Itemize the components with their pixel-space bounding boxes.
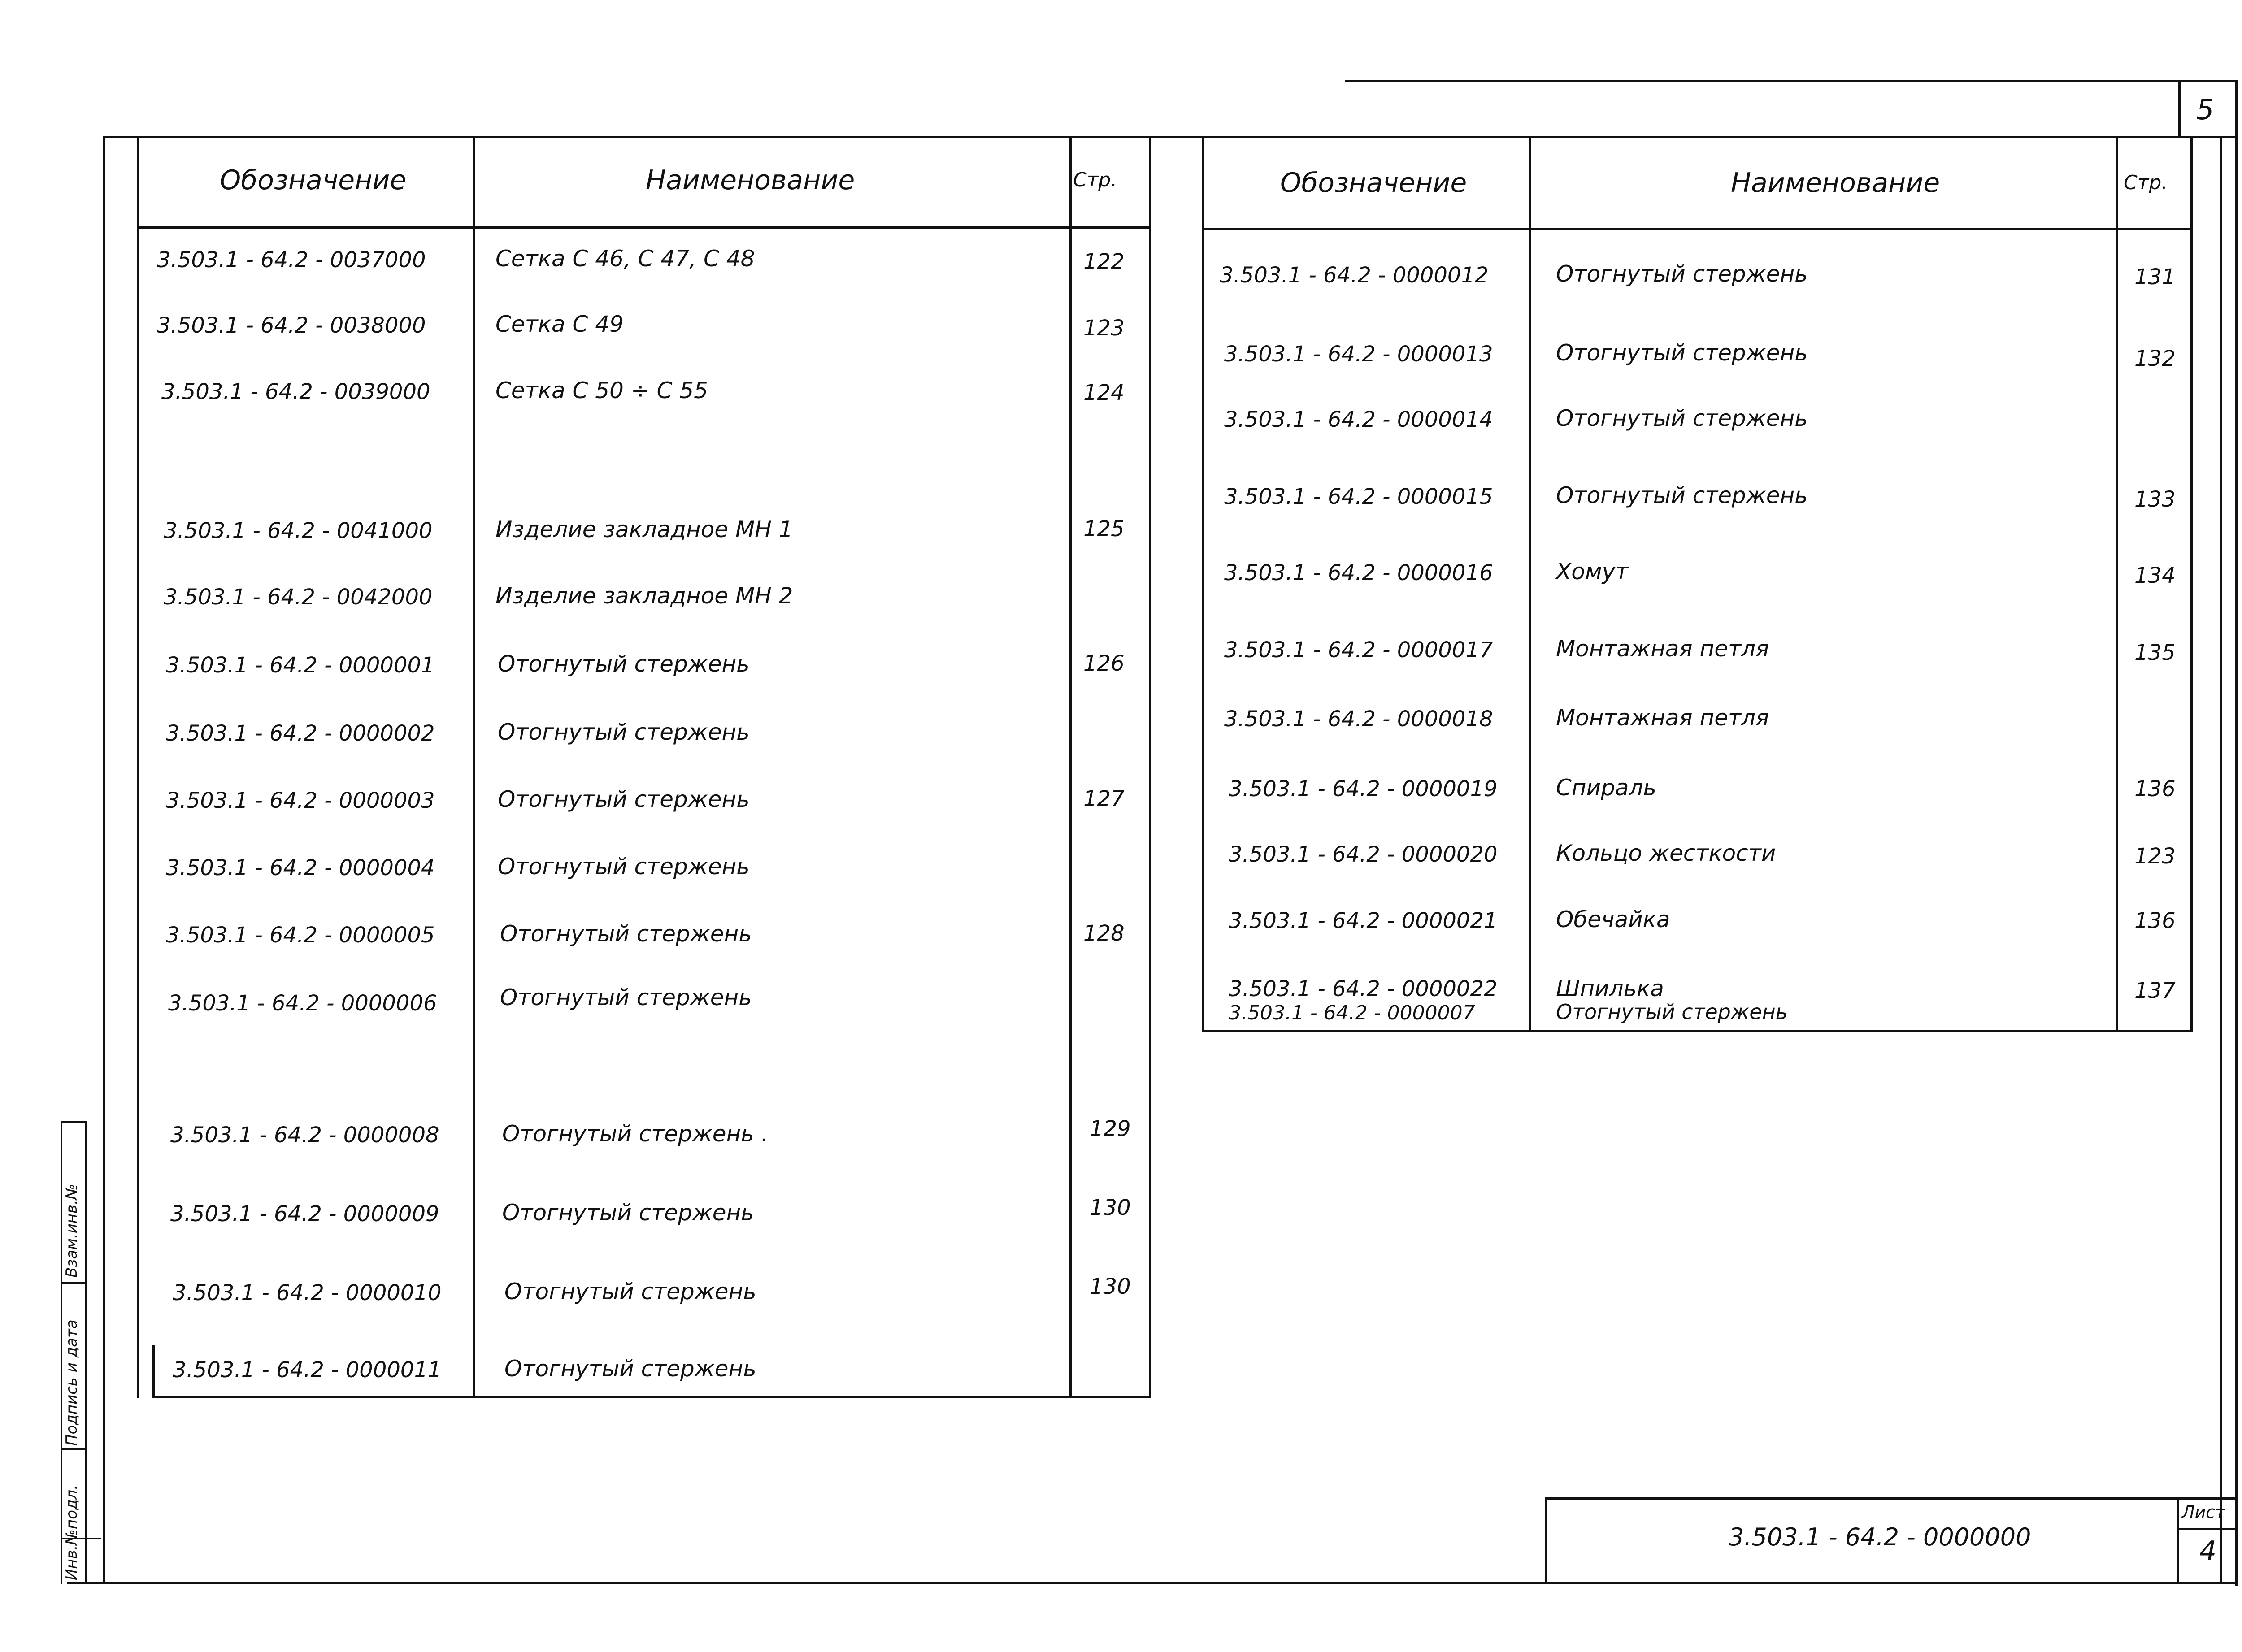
stamp-inv-orig: Инв.№подл. xyxy=(63,1485,81,1580)
right-row-5-code: 3.503.1 - 64.2 - 0000016 xyxy=(1224,560,1493,585)
right-header-name: Наименование xyxy=(1731,167,1940,199)
top-sheet-number: 5 xyxy=(2196,93,2214,126)
left-table-bottom xyxy=(152,1396,1150,1398)
title-block-sheet-label-line xyxy=(2177,1528,2238,1530)
left-header-name: Наименование xyxy=(646,165,855,196)
right-row-7-code: 3.503.1 - 64.2 - 0000018 xyxy=(1224,707,1493,732)
title-block-left xyxy=(1545,1497,1547,1583)
right-table-col-div-2 xyxy=(2116,136,2118,1032)
left-row-14-page: 130 xyxy=(1090,1274,1131,1299)
left-row-11-code: 3.503.1 - 64.2 - 0000006 xyxy=(168,991,437,1016)
title-block-sheet-label: Лист xyxy=(2182,1502,2225,1522)
right-row-3-code: 3.503.1 - 64.2 - 0000014 xyxy=(1224,407,1493,432)
left-table-header-bottom xyxy=(137,226,1150,229)
left-row-9-code: 3.503.1 - 64.2 - 0000004 xyxy=(166,855,435,880)
left-row-8-code: 3.503.1 - 64.2 - 0000003 xyxy=(166,788,435,813)
left-row-11-name: Отогнутый стержень xyxy=(500,984,752,1010)
left-row-15-name: Отогнутый стержень xyxy=(504,1356,756,1382)
right-row-11-name: Шпилька xyxy=(1556,976,1664,1002)
left-row-14-name: Отогнутый стержень xyxy=(504,1279,756,1305)
right-row-6-name: Монтажная петля xyxy=(1556,636,1769,662)
left-row-8-page: 127 xyxy=(1083,786,1125,811)
right-row-11-code: 3.503.1 - 64.2 - 0000022 xyxy=(1229,976,1498,1002)
right-row-2-page: 132 xyxy=(2134,346,2176,371)
right-row-5-page: 134 xyxy=(2134,563,2176,588)
right-row-6-page: 135 xyxy=(2134,640,2176,665)
frame-right-inner xyxy=(2220,136,2222,1584)
right-row-4-code: 3.503.1 - 64.2 - 0000015 xyxy=(1224,484,1493,509)
left-row-9-name: Отогнутый стержень xyxy=(498,854,750,880)
left-row-12-page: 129 xyxy=(1090,1116,1131,1141)
left-header-designation: Обозначение xyxy=(220,165,407,196)
right-row-8-code: 3.503.1 - 64.2 - 0000019 xyxy=(1229,776,1498,802)
left-row-12-name: Отогнутый стержень . xyxy=(502,1121,769,1147)
stamp-replaces-inv: Взам.инв.№ xyxy=(63,1184,81,1278)
left-row-3-name: Сетка С 50 ÷ С 55 xyxy=(495,377,708,403)
left-header-page: Стр. xyxy=(1073,169,1117,191)
stamp-signature-date: Подпись и дата xyxy=(63,1319,81,1446)
right-row-12-code: 3.503.1 - 64.2 - 0000007 xyxy=(1229,1002,1475,1024)
frame-bottom xyxy=(67,1582,2238,1584)
frame-left xyxy=(103,136,105,1584)
title-block-sheet-div xyxy=(2177,1497,2179,1583)
left-row-13-code: 3.503.1 - 64.2 - 0000009 xyxy=(170,1201,439,1227)
stamp-col-mid xyxy=(85,1121,87,1584)
right-row-1-code: 3.503.1 - 64.2 - 0000012 xyxy=(1220,263,1489,288)
left-row-13-page: 130 xyxy=(1090,1195,1131,1220)
right-row-2-code: 3.503.1 - 64.2 - 0000013 xyxy=(1224,342,1493,367)
right-row-1-name: Отогнутый стержень xyxy=(1556,261,1808,287)
right-row-6-code: 3.503.1 - 64.2 - 0000017 xyxy=(1224,637,1493,663)
left-table-right xyxy=(1149,136,1151,1398)
right-table-bottom xyxy=(1202,1030,2193,1032)
frame-top xyxy=(103,136,2238,138)
left-row-5-name: Изделие закладное МН 2 xyxy=(495,583,793,609)
right-row-4-page: 133 xyxy=(2134,487,2176,512)
right-table-right xyxy=(2190,136,2193,1032)
left-row-5-code: 3.503.1 - 64.2 - 0042000 xyxy=(164,585,433,610)
left-row-4-code: 3.503.1 - 64.2 - 0041000 xyxy=(164,518,433,543)
left-row-12-code: 3.503.1 - 64.2 - 0000008 xyxy=(170,1123,439,1148)
left-row-7-code: 3.503.1 - 64.2 - 0000002 xyxy=(166,721,435,746)
right-row-11-page: 137 xyxy=(2134,978,2176,1003)
stamp-div-2 xyxy=(61,1448,87,1450)
left-row-10-code: 3.503.1 - 64.2 - 0000005 xyxy=(166,923,435,948)
right-row-4-name: Отогнутый стержень xyxy=(1556,482,1808,508)
left-row-13-name: Отогнутый стержень xyxy=(502,1200,754,1226)
right-row-10-name: Обечайка xyxy=(1556,906,1670,932)
left-row-1-name: Сетка С 46, С 47, С 48 xyxy=(495,246,755,272)
left-row-14-code: 3.503.1 - 64.2 - 0000010 xyxy=(173,1280,442,1305)
left-row-15-code: 3.503.1 - 64.2 - 0000011 xyxy=(173,1357,442,1383)
right-table-header-bottom xyxy=(1202,228,2193,230)
stamp-col-left xyxy=(61,1121,62,1584)
title-block-top xyxy=(1545,1497,2238,1500)
right-row-2-name: Отогнутый стержень xyxy=(1556,340,1808,366)
left-row-8-name: Отогнутый стержень xyxy=(498,786,750,812)
right-table-col-div-1 xyxy=(1529,136,1531,1032)
right-header-designation: Обозначение xyxy=(1280,167,1467,199)
left-table-outer-left xyxy=(137,136,139,1398)
left-row-4-page: 125 xyxy=(1083,516,1125,542)
right-row-9-code: 3.503.1 - 64.2 - 0000020 xyxy=(1229,842,1498,867)
frame-top-thin xyxy=(1345,80,2238,82)
left-row-1-page: 122 xyxy=(1083,249,1125,274)
right-row-10-page: 136 xyxy=(2134,908,2176,933)
right-row-9-name: Кольцо жесткости xyxy=(1556,840,1776,866)
right-row-12-name: Отогнутый стержень xyxy=(1556,1000,1788,1024)
left-table-bottom-stub xyxy=(152,1345,155,1398)
title-block-sheet-value: 4 xyxy=(2199,1535,2217,1567)
left-row-3-page: 124 xyxy=(1083,380,1125,405)
stamp-div-1 xyxy=(61,1282,87,1284)
right-row-7-name: Монтажная петля xyxy=(1556,705,1769,731)
left-row-4-name: Изделие закладное МН 1 xyxy=(495,516,793,542)
frame-right-outer xyxy=(2235,80,2238,1586)
left-row-10-name: Отогнутый стержень xyxy=(500,921,752,947)
left-table-col-div-2 xyxy=(1069,136,1072,1398)
left-row-3-code: 3.503.1 - 64.2 - 0039000 xyxy=(161,379,430,404)
title-block-code: 3.503.1 - 64.2 - 0000000 xyxy=(1729,1523,2031,1551)
left-row-1-code: 3.503.1 - 64.2 - 0037000 xyxy=(157,247,426,273)
left-row-6-code: 3.503.1 - 64.2 - 0000001 xyxy=(166,653,435,678)
right-header-page: Стр. xyxy=(2124,171,2168,194)
right-row-5-name: Хомут xyxy=(1556,559,1629,585)
left-row-6-page: 126 xyxy=(1083,651,1125,676)
left-row-10-page: 128 xyxy=(1083,921,1125,946)
right-row-3-name: Отогнутый стержень xyxy=(1556,405,1808,431)
left-row-7-name: Отогнутый стержень xyxy=(498,719,750,745)
right-row-8-name: Спираль xyxy=(1556,775,1656,801)
left-row-2-code: 3.503.1 - 64.2 - 0038000 xyxy=(157,313,426,338)
left-row-2-name: Сетка С 49 xyxy=(495,311,624,337)
right-row-9-page: 123 xyxy=(2134,844,2176,869)
left-row-6-name: Отогнутый стержень xyxy=(498,651,750,677)
stamp-top xyxy=(61,1121,87,1123)
left-table-col-div-1 xyxy=(473,136,475,1398)
right-row-8-page: 136 xyxy=(2134,776,2176,802)
left-row-2-page: 123 xyxy=(1083,316,1125,341)
right-table-outer-left xyxy=(1202,136,1204,1032)
frame-sheet-corner-v xyxy=(2178,80,2181,138)
right-row-10-code: 3.503.1 - 64.2 - 0000021 xyxy=(1229,908,1498,933)
right-row-1-page: 131 xyxy=(2134,264,2176,290)
